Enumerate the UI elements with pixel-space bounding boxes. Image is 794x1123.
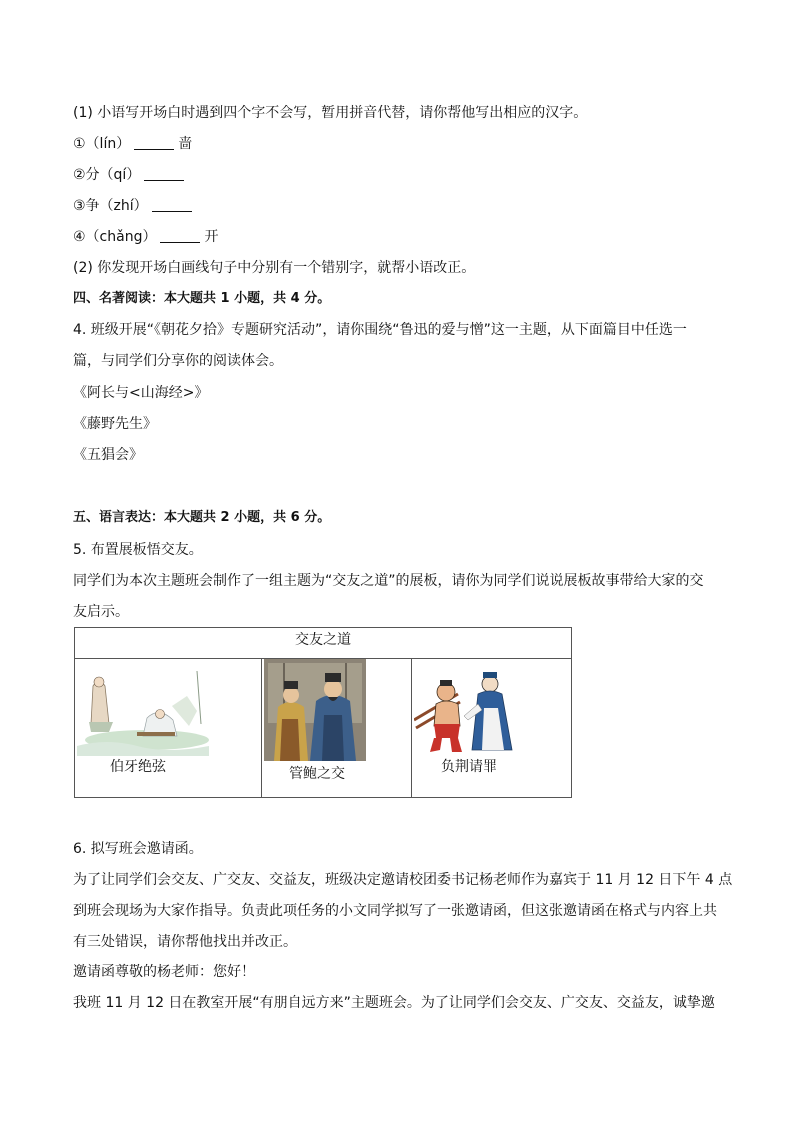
boya-illustration: [77, 666, 209, 756]
q4-line-2: 篇，与同学们分享你的阅读体会。: [73, 353, 283, 369]
item-1-prefix: ①（lín）: [73, 136, 131, 152]
item-3-prefix: ③争（zhí）: [73, 198, 148, 214]
q3-item-3: [73, 196, 720, 216]
table-cell-fujing: [412, 658, 571, 797]
caption-guanbao: 管鲍之交: [289, 766, 345, 782]
letter-line-2: 我班 11 月 12 日在教室开展“有朋自远方来”主题班会。为了让同学们会交友、广交友、交益友，诚挚邀: [73, 995, 715, 1011]
table-cell-guanbao: [262, 658, 412, 797]
book-title-2: 《藤野先生》: [73, 416, 157, 432]
book-title-1: 《阿长与<山海经>》: [73, 385, 209, 401]
q3-item-4: [73, 227, 720, 247]
item-4-suffix: 开: [204, 229, 219, 245]
guanbao-illustration: [264, 659, 366, 761]
q5-line-2: 友启示。: [73, 604, 129, 620]
q3-sub1: (1) 小语写开场白时遇到四个字不会写，暂用拼音代替，请你帮他写出相应的汉字。: [73, 105, 588, 121]
book-title-3: 《五猖会》: [73, 447, 143, 463]
friendship-table: [74, 627, 572, 798]
item-2-prefix: ②分（qí）: [73, 167, 141, 183]
q5-line-1: 同学们为本次主题班会制作了一组主题为“交友之道”的展板，请你为同学们说说展板故事带给大家的交: [73, 573, 704, 589]
q4-line-1: 4. 班级开展“《朝花夕拾》专题研究活动”，请你围绕“鲁迅的爱与憎”这一主题，从下面篇目中任选一: [73, 322, 687, 338]
q3-item-1: [73, 134, 720, 154]
answer-blank: [134, 135, 174, 150]
caption-boya: 伯牙绝弦: [110, 759, 166, 775]
answer-blank: [160, 228, 200, 243]
q6-line-1: 为了让同学们会交友、广交友、交益友，班级决定邀请校团委书记杨老师作为嘉宾于 11 月 12 日下午 4 点: [73, 872, 733, 888]
caption-fujing: 负荆请罪: [441, 759, 497, 775]
answer-blank: [144, 166, 184, 181]
fujing-illustration: [414, 668, 524, 756]
q5-title: 5. 布置展板悟交友。: [73, 542, 203, 558]
item-4-prefix: ④（chǎng）: [73, 229, 157, 245]
letter-line-1: 邀请函尊敬的杨老师：您好！: [73, 964, 255, 980]
section-4-heading: 四、名著阅读：本大题共 1 小题，共 4 分。: [73, 291, 331, 306]
q3-sub2: (2) 你发现开场白画线句子中分别有一个错别字，就帮小语改正。: [73, 260, 476, 276]
q6-line-2: 到班会现场为大家作指导。负责此项任务的小文同学拟写了一张邀请函，但这张邀请函在格式与内容上共: [73, 903, 717, 919]
item-1-suffix: 啬: [178, 136, 193, 152]
table-header: 交友之道: [75, 628, 571, 659]
q6-line-3: 有三处错误，请你帮他找出并改正。: [73, 934, 297, 950]
q3-item-2: [73, 165, 720, 185]
table-cell-boya: [75, 658, 262, 797]
answer-blank: [152, 197, 192, 212]
section-5-heading: 五、语言表达：本大题共 2 小题，共 6 分。: [73, 510, 331, 525]
q6-title: 6. 拟写班会邀请函。: [73, 841, 203, 857]
